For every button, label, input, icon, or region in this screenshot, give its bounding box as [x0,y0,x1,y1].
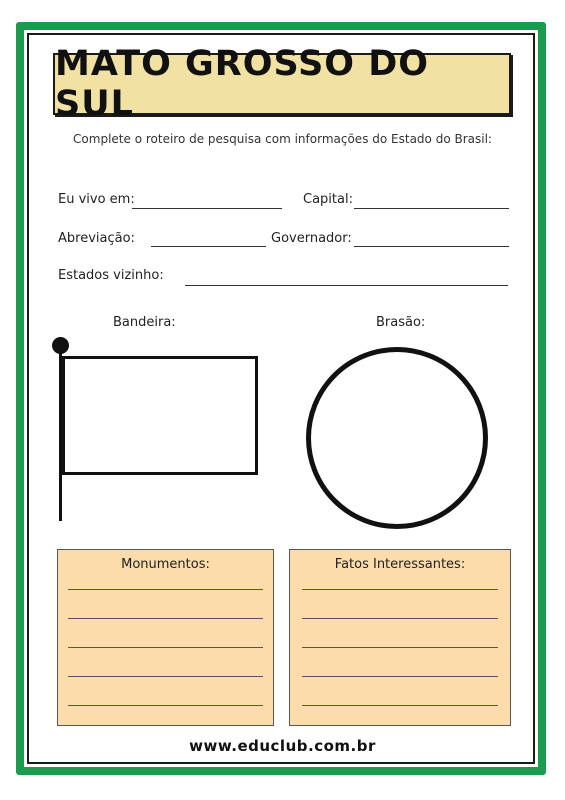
capital-label: Capital: [303,192,353,207]
title-banner [53,44,511,124]
abbreviation-label: Abreviação: [58,231,135,246]
facts-line[interactable] [302,705,498,706]
monuments-line[interactable] [68,676,263,677]
flag-drawing-area[interactable] [62,356,258,475]
monuments-line[interactable] [68,647,263,648]
facts-box [289,549,511,726]
facts-line[interactable] [302,676,498,677]
coat-of-arms-label: Brasão: [376,315,426,330]
lives-in-field[interactable] [132,208,282,209]
monuments-line[interactable] [68,618,263,619]
facts-line[interactable] [302,647,498,648]
abbreviation-field[interactable] [151,246,266,247]
instructions-text: Complete o roteiro de pesquisa com informações do Estado do Brasil: [73,132,492,146]
page-title: MATO GROSSO DO SUL [55,44,430,124]
facts-line[interactable] [302,589,498,590]
facts-line[interactable] [302,618,498,619]
monuments-title: Monumentos: [121,557,210,572]
monuments-box [57,549,274,726]
governor-label: Governador: [271,231,352,246]
footer-website: www.educlub.com.br [189,737,376,755]
monuments-line[interactable] [68,589,263,590]
flag-label: Bandeira: [113,315,176,330]
flag-pole-knob [52,337,69,354]
facts-title: Fatos Interessantes: [334,557,466,572]
capital-field[interactable] [354,208,509,209]
governor-field[interactable] [354,246,509,247]
neighbors-field[interactable] [185,285,508,286]
coat-of-arms-drawing-area[interactable] [306,347,488,529]
monuments-line[interactable] [68,705,263,706]
neighbors-label: Estados vizinho: [58,268,164,283]
lives-in-label: Eu vivo em: [58,192,135,207]
